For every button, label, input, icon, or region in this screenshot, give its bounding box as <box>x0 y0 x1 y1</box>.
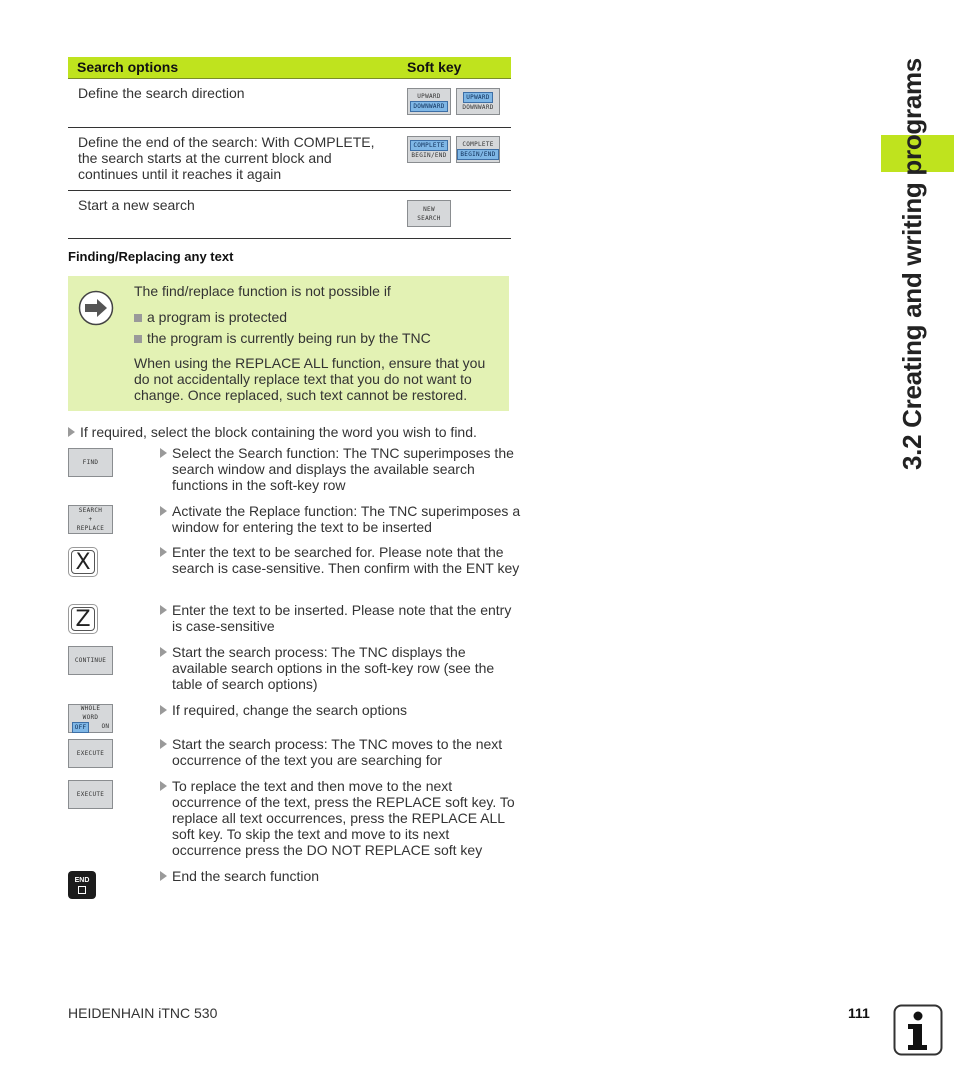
step-intro <box>68 424 477 440</box>
note-warning: When using the REPLACE ALL function, ensure that you do not accidentally replace text that you do not want to change. Once replaced, such text cannot be restored. <box>134 355 486 403</box>
step-description: If required, change the search options <box>172 702 408 718</box>
softkey-label: EXECUTE <box>76 750 105 757</box>
z-key[interactable] <box>68 604 98 634</box>
note-bullet-text: the program is currently being run by the TNC <box>147 330 431 346</box>
softkey-label: REPLACE <box>76 525 105 532</box>
softkey-line-selected: UPWARD <box>463 92 492 103</box>
whole-word-softkey[interactable] <box>68 704 113 733</box>
triangle-bullet-icon <box>160 506 167 516</box>
softkey-complete-begin-end-complete[interactable] <box>407 136 451 163</box>
triangle-bullet-icon <box>160 448 167 458</box>
step-description: End the search function <box>172 868 320 884</box>
triangle-bullet-icon <box>68 427 75 437</box>
triangle-bullet-icon <box>160 605 167 615</box>
header-search-options: Search options <box>77 59 179 75</box>
note-bullet <box>134 330 502 346</box>
softkey-line: UPWARD <box>417 92 441 100</box>
step-text <box>160 778 522 858</box>
end-square-icon <box>78 886 86 894</box>
step-description: To replace the text and then move to the next occurrence of the text, press the REPLACE soft key. To replace all text occurrences, press the REPLACE ALL soft key. To skip the text and move to its next occurrence press the DO NOT REPLACE soft key <box>172 778 515 858</box>
softkey-upward-downward-down[interactable] <box>407 88 451 115</box>
softkey-label: + <box>88 516 93 523</box>
note-box <box>68 276 509 411</box>
page-number: 111 <box>848 1005 870 1021</box>
softkey-line: COMPLETE <box>462 140 494 148</box>
softkey-complete-begin-end-begin[interactable] <box>456 136 500 163</box>
x-key[interactable] <box>68 547 98 577</box>
execute-softkey[interactable] <box>68 739 113 768</box>
section-title: Finding/Replacing any text <box>68 249 234 264</box>
softkey-label: FIND <box>82 459 99 466</box>
softkey-label: WHOLE <box>80 705 101 712</box>
step-description: Start the search process: The TNC displays the available search options in the soft-key row (see the table of search options) <box>172 644 495 692</box>
triangle-bullet-icon <box>160 547 167 557</box>
note-intro: The find/replace function is not possible if <box>134 283 391 299</box>
search-replace-softkey[interactable] <box>68 505 113 534</box>
find-softkey[interactable] <box>68 448 113 477</box>
softkey-line: BEGIN/END <box>411 151 447 159</box>
softkey-label: CONTINUE <box>74 657 107 664</box>
softkey-label: EXECUTE <box>76 791 105 798</box>
softkey-line: DOWNWARD <box>462 103 494 111</box>
triangle-bullet-icon <box>160 781 167 791</box>
note-bullet <box>134 309 502 325</box>
step-text <box>160 503 522 535</box>
table-header <box>68 57 511 79</box>
end-key[interactable] <box>68 871 96 899</box>
table-row <box>68 79 511 128</box>
row-text: Define the end of the search: With COMPLETE, the search starts at the current block and continues until it reaches it again <box>78 134 375 182</box>
table-row <box>68 191 511 239</box>
softkey-toggle-row <box>72 722 110 733</box>
step-text <box>160 736 522 768</box>
step-text <box>160 644 522 692</box>
row-text: Start a new search <box>78 197 195 213</box>
triangle-bullet-icon <box>160 705 167 715</box>
continue-softkey[interactable] <box>68 646 113 675</box>
softkey-new-search[interactable] <box>407 200 451 227</box>
step-description: Enter the text to be inserted. Please note that the entry is case-sensitive <box>172 602 512 634</box>
step-description: Select the Search function: The TNC superimposes the search window and displays the available search functions in the soft-key row <box>172 445 514 493</box>
softkey-label: WORD <box>82 714 99 721</box>
step-text <box>160 544 522 576</box>
triangle-bullet-icon <box>160 647 167 657</box>
z-key-label: Z <box>71 607 95 631</box>
arrow-right-icon <box>78 290 114 326</box>
softkey-line-selected: COMPLETE <box>410 140 447 151</box>
note-bullet-text: a program is protected <box>147 309 288 325</box>
step-text <box>160 602 522 634</box>
row-text: Define the search direction <box>78 85 245 101</box>
info-icon <box>893 1004 943 1056</box>
x-key-label: X <box>71 550 95 574</box>
step-text <box>160 702 522 718</box>
search-options-table <box>68 57 511 239</box>
step-description: Activate the Replace function: The TNC superimposes a window for entering the text to be inserted <box>172 503 521 535</box>
softkey-on: ON <box>101 723 110 730</box>
softkey-line-selected: DOWNWARD <box>410 101 447 112</box>
softkey-line: NEW <box>423 205 435 213</box>
softkey-off-selected: OFF <box>72 722 90 733</box>
softkey-upward-downward-up[interactable] <box>456 88 500 115</box>
step-text <box>160 445 522 493</box>
step-intro-text: If required, select the block containing the word you wish to find. <box>80 424 477 440</box>
triangle-bullet-icon <box>160 739 167 749</box>
triangle-bullet-icon <box>160 871 167 881</box>
softkey-line-selected: BEGIN/END <box>457 149 498 160</box>
softkey-line: SEARCH <box>417 214 441 222</box>
softkey-label: SEARCH <box>78 507 103 514</box>
step-description: Enter the text to be searched for. Please note that the search is case-sensitive. Then confirm with the ENT key <box>172 544 520 576</box>
execute-softkey[interactable] <box>68 780 113 809</box>
step-description: Start the search process: The TNC moves to the next occurrence of the text you are searching for <box>172 736 503 768</box>
footer-product: HEIDENHAIN iTNC 530 <box>68 1005 218 1021</box>
end-key-label: END <box>74 876 90 884</box>
chapter-title: 3.2 Creating and writing programs <box>897 58 927 470</box>
header-soft-key: Soft key <box>407 59 462 75</box>
table-row <box>68 128 511 191</box>
step-text <box>160 868 522 884</box>
